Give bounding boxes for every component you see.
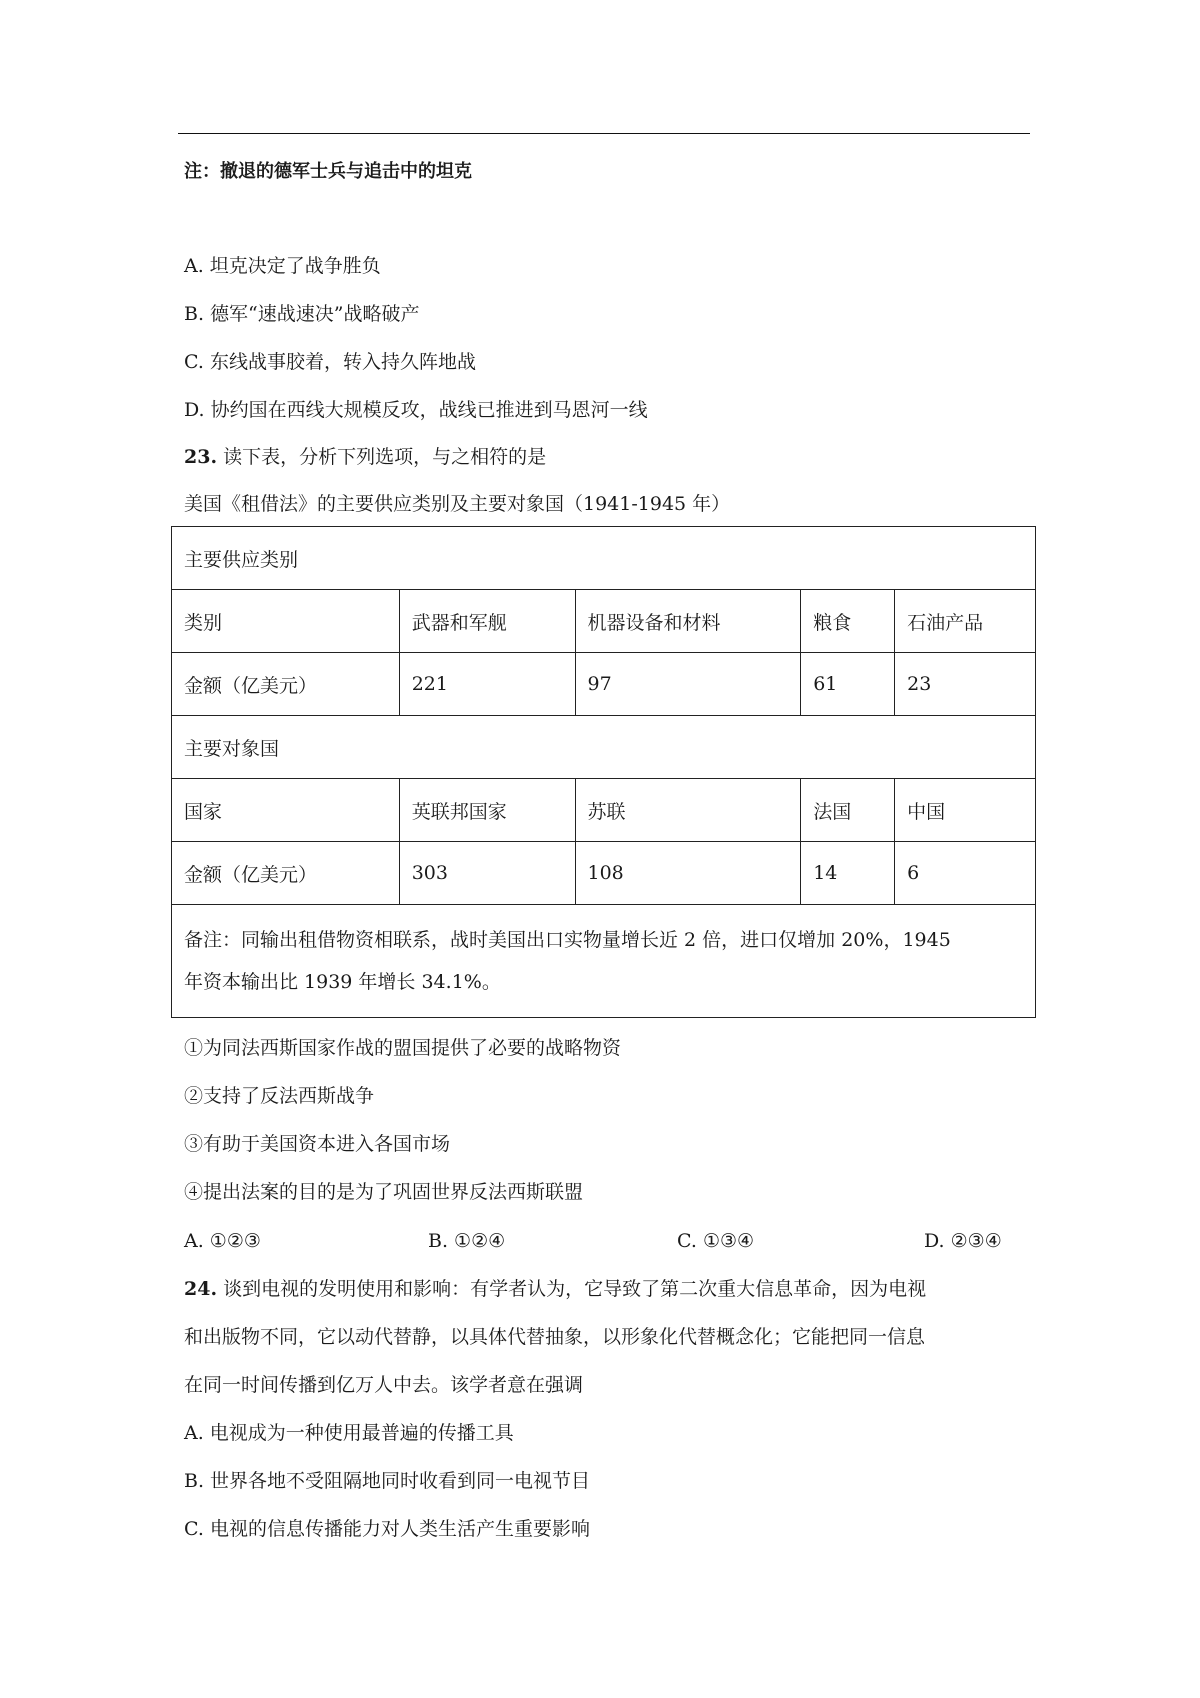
table-cell: 粮食	[801, 590, 895, 653]
table-row	[172, 905, 1036, 1018]
table-cell: 金额（亿美元）	[172, 842, 400, 905]
table-row	[172, 653, 1036, 716]
table-cell: 中国	[895, 779, 1036, 842]
table-cell: 英联邦国家	[399, 779, 575, 842]
q24-stem-line1	[184, 1277, 926, 1301]
q24-option-c: C. 电视的信息传播能力对人类生活产生重要影响	[184, 1518, 590, 1540]
table-cell: 303	[399, 842, 575, 905]
section-title-recipients: 主要对象国	[172, 716, 1036, 779]
q22-option-d: D. 协约国在西线大规模反攻，战线已推进到马恩河一线	[184, 399, 648, 421]
section-title-supply: 主要供应类别	[172, 527, 1036, 590]
statement-3: ③有助于美国资本进入各国市场	[184, 1133, 451, 1155]
q23-option-c: C. ①③④	[677, 1230, 755, 1252]
table-cell: 石油产品	[895, 590, 1036, 653]
table-cell: 108	[575, 842, 801, 905]
q22-option-a: A. 坦克决定了战争胜负	[184, 255, 381, 277]
table-cell: 14	[801, 842, 895, 905]
remark-line: 年资本输出比 1939 年增长 34.1%。	[184, 971, 501, 993]
q23-stem	[184, 445, 546, 469]
table-cell: 苏联	[575, 779, 801, 842]
table-cell: 23	[895, 653, 1036, 716]
table-caption: 美国《租借法》的主要供应类别及主要对象国（1941-1945 年）	[184, 493, 731, 515]
statement-1: ①为同法西斯国家作战的盟国提供了必要的战略物资	[184, 1037, 622, 1059]
q23-option-a: A. ①②③	[184, 1230, 261, 1252]
table-cell: 6	[895, 842, 1036, 905]
figure-note: 注：撤退的德军士兵与追击中的坦克	[184, 161, 472, 182]
table-row	[172, 716, 1036, 779]
q23-number: 23.	[184, 446, 218, 468]
table-cell: 221	[399, 653, 575, 716]
q24-option-b: B. 世界各地不受阻隔地同时收看到同一电视节目	[184, 1470, 591, 1492]
table-cell: 61	[801, 653, 895, 716]
table-cell: 金额（亿美元）	[172, 653, 400, 716]
table-cell: 机器设备和材料	[575, 590, 801, 653]
header-rule	[178, 133, 1030, 134]
table-row	[172, 842, 1036, 905]
q24-number: 24.	[184, 1278, 218, 1300]
table-row	[172, 590, 1036, 653]
table-cell: 武器和军舰	[399, 590, 575, 653]
q23-option-d: D. ②③④	[924, 1230, 1002, 1252]
table-cell: 97	[575, 653, 801, 716]
remark-line: 备注：同输出租借物资相联系，战时美国出口实物量增长近 2 倍，进口仅增加 20%，1945	[184, 929, 951, 951]
table-remark	[172, 905, 1036, 1018]
q22-option-b: B. 德军“速战速决”战略破产	[184, 303, 420, 325]
q24-stem-line3: 在同一时间传播到亿万人中去。该学者意在强调	[184, 1374, 584, 1396]
statement-2: ②支持了反法西斯战争	[184, 1085, 375, 1107]
table-cell: 类别	[172, 590, 400, 653]
q24-stem-line2: 和出版物不同，它以动代替静，以具体代替抽象，以形象化代替概念化；它能把同一信息	[184, 1326, 926, 1348]
table-row	[172, 527, 1036, 590]
q24-option-a: A. 电视成为一种使用最普遍的传播工具	[184, 1422, 514, 1444]
statement-4: ④提出法案的目的是为了巩固世界反法西斯联盟	[184, 1181, 584, 1203]
table-cell: 法国	[801, 779, 895, 842]
q23-stem-text: 读下表，分析下列选项，与之相符的是	[223, 446, 547, 468]
q24-stem-text: 谈到电视的发明使用和影响：有学者认为，它导致了第二次重大信息革命，因为电视	[223, 1278, 927, 1300]
table-row	[172, 779, 1036, 842]
q22-option-c: C. 东线战事胶着，转入持久阵地战	[184, 351, 476, 373]
lend-lease-table	[171, 526, 1036, 1018]
q23-option-b: B. ①②④	[428, 1230, 506, 1252]
table-cell: 国家	[172, 779, 400, 842]
